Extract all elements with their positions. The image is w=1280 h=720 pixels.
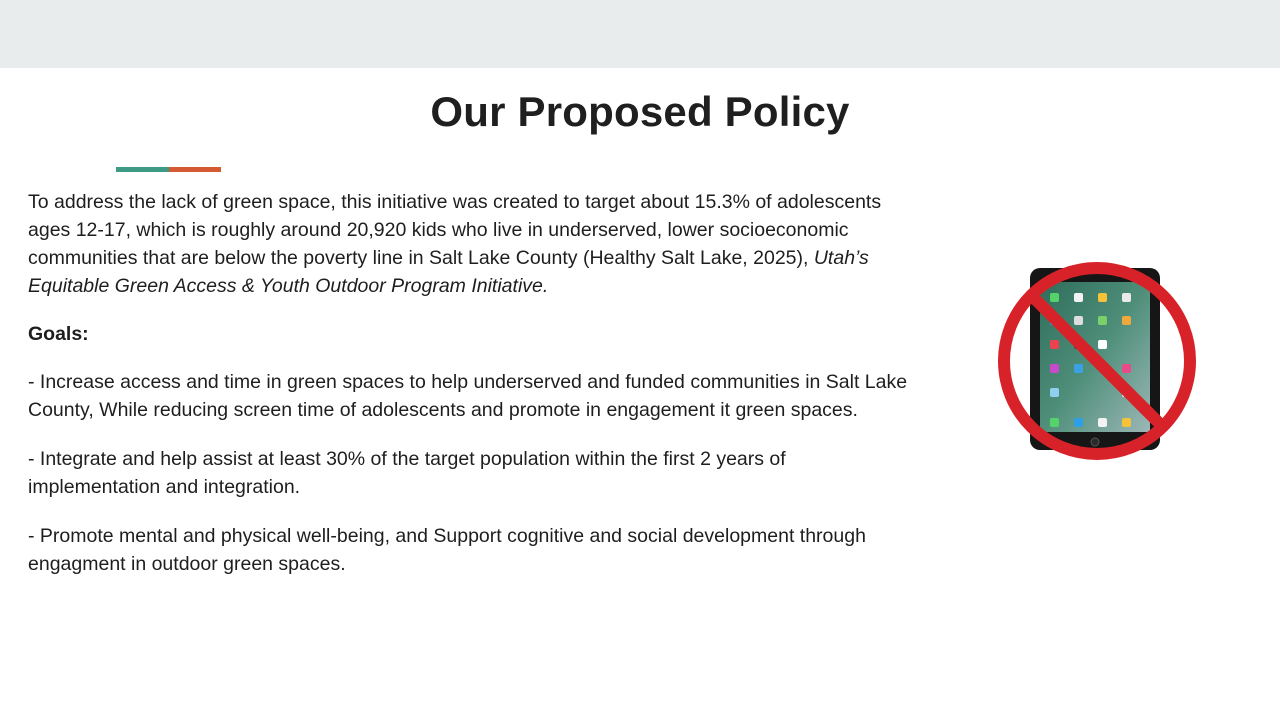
home-button (1091, 438, 1099, 446)
slide-title: Our Proposed Policy (430, 88, 850, 135)
intro-text: To address the lack of green space, this initiative was created to target about 15.3% of adolescents ages 12-17, which is roughly around 20,920 kids who live in underserved, lower socioeconomic communities that are below the poverty line in Salt Lake County (Healthy Salt Lake, 2025), (28, 191, 882, 269)
title-accent-bar (116, 167, 221, 172)
no-tablet-graphic (994, 258, 1200, 464)
goals-heading: Goals: (28, 323, 89, 345)
goal-item: - Integrate and help assist at least 30% of the target population within the first 2 years of implementation and integration. (28, 448, 786, 498)
goal-item: - Increase access and time in green spaces to help underserved and funded communities in Salt Lake County, While reducing screen time of adolescents and promote in engagement it green spaces. (28, 371, 908, 421)
goal-item: - Promote mental and physical well-being, and Support cognitive and social development through engagment in outdoor green spaces. (28, 525, 866, 575)
accent-segment-green (116, 167, 169, 172)
slide-body (28, 188, 908, 599)
no-tablet-icon (994, 258, 1200, 464)
initiative-name: Utah’s Equitable Green Access & Youth Outdoor Program Initiative. (28, 247, 869, 297)
top-bar (0, 0, 1280, 68)
accent-segment-orange (169, 167, 222, 172)
intro-paragraph (28, 188, 908, 300)
